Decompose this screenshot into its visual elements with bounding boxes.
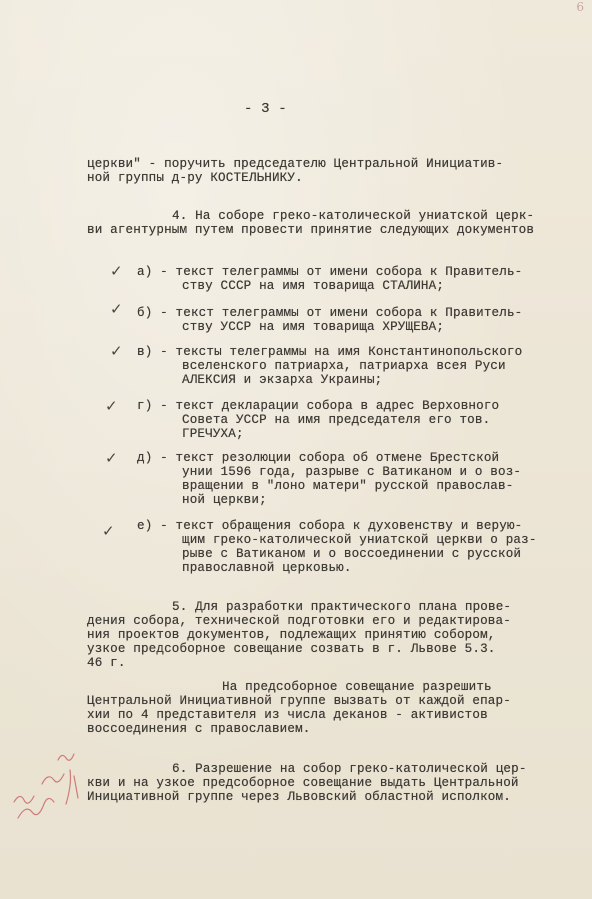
text-line: воссоединения с православием. [87, 722, 311, 736]
text-line: вселенского патриарха, патриарха всея Руси [182, 359, 506, 373]
text-line: Совета УССР на имя председателя его тов. [182, 413, 491, 427]
corner-mark: 6 [576, 0, 584, 14]
text-line: 46 г. [87, 656, 126, 670]
text-line: ГРЕЧУХА; [182, 427, 244, 441]
checkmark-icon: ✓ [110, 262, 123, 280]
text-line: рыве с Ватиканом и о воссоединении с русской [182, 547, 522, 561]
text-line: ству СССР на имя товарища СТАЛИНА; [182, 279, 445, 293]
text-line: На предсоборное совещание разрешить [222, 680, 492, 694]
checkmark-icon: ✓ [110, 342, 123, 360]
checkmark-icon: ✓ [102, 522, 115, 540]
text-line: церкви" - поручить председателю Центральной Инициатив- [87, 157, 504, 171]
text-line: г) - текст декларации собора в адрес Верховного [137, 399, 500, 413]
checkmark-icon: ✓ [110, 300, 123, 318]
text-line: ной группы д-ру КОСТЕЛЬНИКУ. [87, 171, 303, 185]
handwritten-margin-note [8, 740, 88, 830]
text-line: 4. На соборе греко-католической униатской церк- [172, 209, 535, 223]
text-line: б) - текст телеграммы от имени собора к Правитель- [137, 306, 523, 320]
page-number: - 3 - [244, 101, 287, 117]
text-line: 5. Для разработки практического плана прове- [172, 600, 512, 614]
text-line: Центральной Инициативной группе вызвать от каждой епар- [87, 694, 511, 708]
text-line: щим греко-католической униатской церкви о раз- [182, 533, 537, 547]
text-line: д) - текст резолюции собора об отмене Брестской [137, 451, 500, 465]
text-line: вращении в "лоно матери" русской православ- [182, 479, 514, 493]
text-line: ной церкви; [182, 493, 267, 507]
text-line: АЛЕКСИЯ и экзарха Украины; [182, 373, 383, 387]
text-line: ния проектов документов, подлежащих принятию собором, [87, 628, 496, 642]
text-line: а) - текст телеграммы от имени собора к Правитель- [137, 265, 523, 279]
text-line: кви и на узкое предсоборное совещание выдать Центральной [87, 776, 519, 790]
text-line: хии по 4 представителя из числа деканов - активистов [87, 708, 488, 722]
text-line: унии 1596 года, разрыве с Ватиканом и о воз- [182, 465, 522, 479]
checkmark-icon: ✓ [105, 397, 118, 415]
text-line: ству УССР на имя товарища ХРУЩЕВА; [182, 320, 445, 334]
text-line: дения собора, технической подготовки его и редактирова- [87, 614, 511, 628]
text-line: ви агентурным путем провести принятие следующих документов [87, 223, 535, 237]
text-line: православной церковью. [182, 561, 352, 575]
checkmark-icon: ✓ [105, 449, 118, 467]
text-line: узкое предсоборное совещание созвать в г. Львове 5.3. [87, 642, 496, 656]
text-line: в) - тексты телеграммы на имя Константинопольского [137, 345, 523, 359]
text-line: 6. Разрешение на собор греко-католической цер- [172, 762, 527, 776]
text-line: Инициативной группе через Львовский областной исполком. [87, 790, 511, 804]
text-line: е) - текст обращения собора к духовенству и верую- [137, 519, 523, 533]
